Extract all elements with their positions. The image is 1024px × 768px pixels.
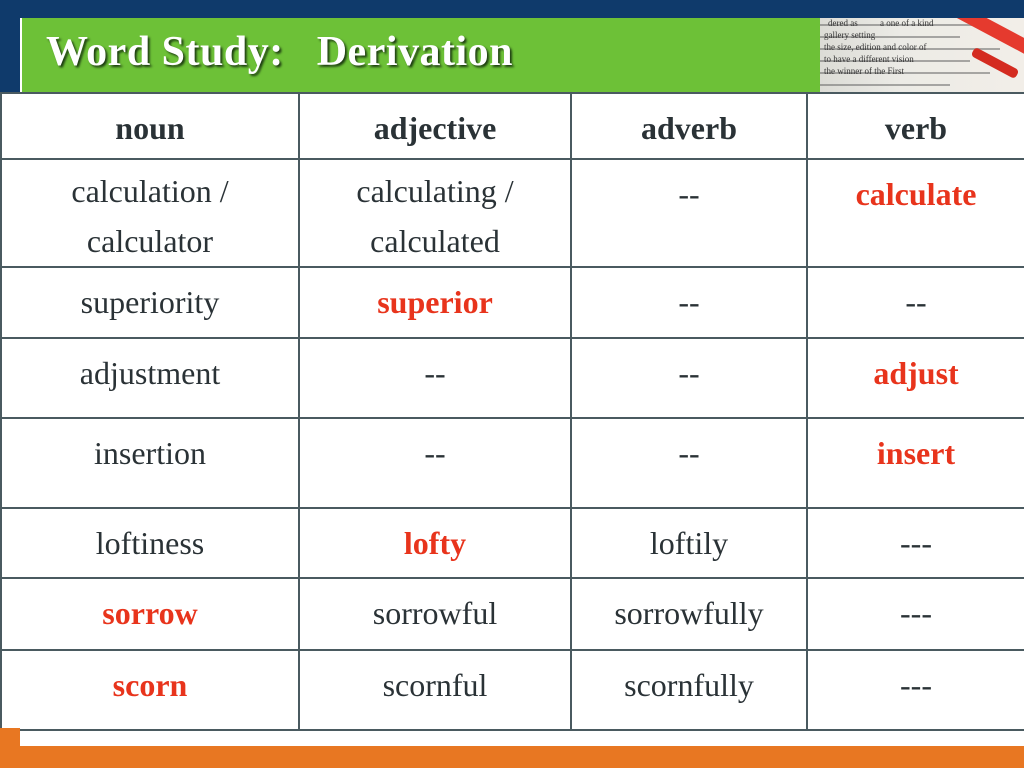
cell-adjective-highlighted: lofty xyxy=(299,508,571,578)
cell-verb: -- xyxy=(807,267,1024,338)
cell-noun: adjustment xyxy=(1,338,299,418)
cell-adverb: scornfully xyxy=(571,650,807,730)
pen-cap-icon xyxy=(971,47,1020,79)
photo-snippet: a one of a kind xyxy=(880,18,934,28)
slide-title: Word Study: Derivation xyxy=(46,29,514,75)
cell-adjective: scornful xyxy=(299,650,571,730)
cell-noun: superiority xyxy=(1,267,299,338)
cell-adverb: -- xyxy=(571,267,807,338)
cell-adverb: -- xyxy=(571,159,807,267)
cell-adjective-highlighted: superior xyxy=(299,267,571,338)
cell-adjective: -- xyxy=(299,338,571,418)
table-row xyxy=(1,338,1024,418)
cell-noun-highlighted: sorrow xyxy=(1,578,299,650)
cell-adverb: loftily xyxy=(571,508,807,578)
header-noun: noun xyxy=(1,93,299,159)
cell-verb: --- xyxy=(807,650,1024,730)
cell-line: calculation / xyxy=(71,173,229,209)
cell-verb: --- xyxy=(807,578,1024,650)
cell-noun-highlighted: scorn xyxy=(1,650,299,730)
table-row xyxy=(1,267,1024,338)
cell-noun: insertion xyxy=(1,418,299,508)
cell-adjective: sorrowful xyxy=(299,578,571,650)
header-adverb: adverb xyxy=(571,93,807,159)
cell-adverb: -- xyxy=(571,338,807,418)
top-banner xyxy=(0,0,1024,18)
photo-snippet: the winner of the First xyxy=(824,66,904,76)
photo-snippet: to have a different vision xyxy=(824,54,914,64)
cell-adjective: -- xyxy=(299,418,571,508)
table-row xyxy=(1,508,1024,578)
photo-snippet: the size, edition and color of xyxy=(824,42,927,52)
cell-adjective xyxy=(299,159,571,267)
derivation-table-container xyxy=(0,92,1024,728)
table-row xyxy=(1,578,1024,650)
cell-noun xyxy=(1,159,299,267)
header-photo xyxy=(820,18,1024,92)
cell-line: calculating / xyxy=(356,173,514,209)
table-row xyxy=(1,650,1024,730)
table-row xyxy=(1,159,1024,267)
cell-line: calculated xyxy=(370,223,500,259)
cell-noun: loftiness xyxy=(1,508,299,578)
cell-verb-highlighted: calculate xyxy=(807,159,1024,267)
bottom-accent-bar xyxy=(0,746,1024,768)
header-adjective: adjective xyxy=(299,93,571,159)
cell-verb-highlighted: adjust xyxy=(807,338,1024,418)
table-row xyxy=(1,418,1024,508)
cell-line: calculator xyxy=(86,223,214,259)
header-verb: verb xyxy=(807,93,1024,159)
photo-snippet: gallery setting xyxy=(824,30,876,40)
photo-snippet: dered as xyxy=(828,18,858,28)
cell-verb: --- xyxy=(807,508,1024,578)
cell-adverb: -- xyxy=(571,418,807,508)
cell-adverb: sorrowfully xyxy=(571,578,807,650)
table-header-row xyxy=(1,93,1024,159)
derivation-table xyxy=(0,92,1024,731)
cell-verb-highlighted: insert xyxy=(807,418,1024,508)
